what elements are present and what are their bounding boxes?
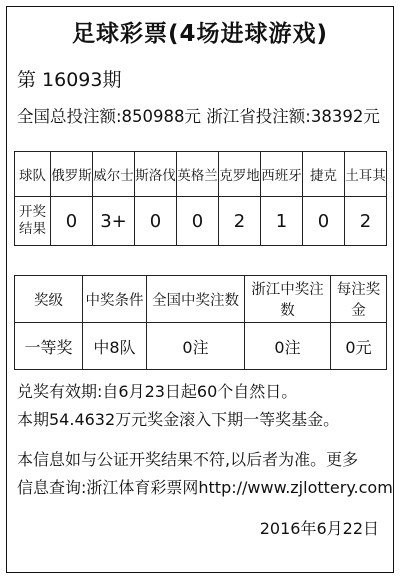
goal-result: 0 <box>135 197 177 246</box>
goal-result: 1 <box>261 197 303 246</box>
publish-date: 2016年6月22日 <box>259 519 379 538</box>
team-name: 西班牙 <box>261 152 303 197</box>
team-header-label: 球队 <box>15 152 51 197</box>
goal-result: 2 <box>345 197 387 246</box>
team-name: 威尔士 <box>93 152 135 197</box>
draw-period: 第 16093期 <box>17 69 122 91</box>
goal-result: 2 <box>219 197 261 246</box>
sales-summary: 全国总投注额:850988元 浙江省投注额:38392元 <box>17 107 380 126</box>
prize-row <box>15 323 387 370</box>
lottery-notice <box>6 6 394 573</box>
team-name: 克罗地 <box>219 152 261 197</box>
team-row <box>15 152 387 197</box>
query-note: 信息查询:浙江体育彩票网http://www.zjlottery.com <box>17 478 393 497</box>
national-winners: 0注 <box>147 323 245 370</box>
prize-header: 全国中奖注数 <box>147 276 245 323</box>
team-name: 捷克 <box>303 152 345 197</box>
prize-header: 浙江中奖注数 <box>245 276 331 323</box>
goal-result: 0 <box>303 197 345 246</box>
prize-table <box>14 275 387 370</box>
prize-header: 中奖条件 <box>83 276 147 323</box>
notice-title: 足球彩票(4场进球游戏) <box>71 21 329 47</box>
prize-condition: 中8队 <box>83 323 147 370</box>
validity-note: 兑奖有效期:自6月23日起60个自然日。 <box>17 382 298 401</box>
zhejiang-winners: 0注 <box>245 323 331 370</box>
prize-level: 一等奖 <box>15 323 83 370</box>
prize-header-row <box>15 276 387 323</box>
team-name: 斯洛伐 <box>135 152 177 197</box>
prize-header: 奖级 <box>15 276 83 323</box>
goal-result: 3+ <box>93 197 135 246</box>
result-table <box>14 151 387 246</box>
result-label-line1: 开奖 <box>19 204 46 220</box>
disclaimer-note: 本信息如与公证开奖结果不符,以后者为准。更多 <box>17 450 359 469</box>
team-name: 英格兰 <box>177 152 219 197</box>
prize-header: 每注奖金 <box>331 276 387 323</box>
result-header-label <box>15 197 51 246</box>
result-label-line2: 结果 <box>19 221 46 237</box>
result-row <box>15 197 387 246</box>
goal-result: 0 <box>177 197 219 246</box>
rollover-note: 本期54.4632万元奖金滚入下期一等奖基金。 <box>17 410 340 429</box>
team-name: 土耳其 <box>345 152 387 197</box>
goal-result: 0 <box>51 197 93 246</box>
prize-amount: 0元 <box>331 323 387 370</box>
team-name: 俄罗斯 <box>51 152 93 197</box>
